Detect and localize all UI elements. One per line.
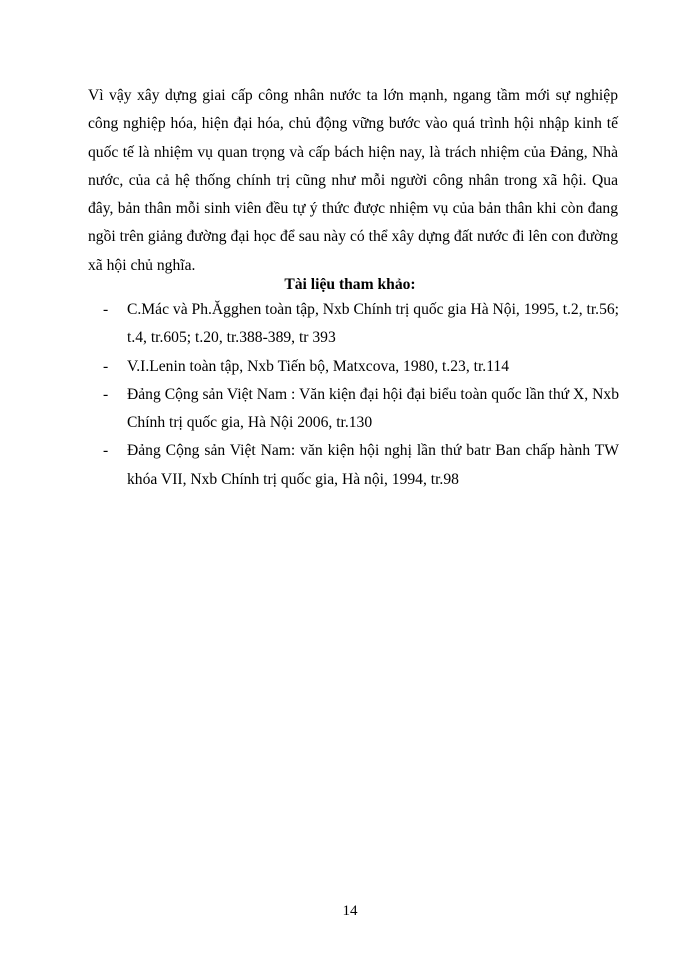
list-bullet: -: [103, 385, 109, 403]
reference-text: V.I.Lenin toàn tập, Nxb Tiến bộ, Matxcova, 1980, t.23, tr.114: [127, 357, 510, 375]
page-number: 14: [342, 903, 358, 919]
reference-text: Đảng Cộng sản Việt Nam : Văn kiện đại hội đại biểu toàn quốc lần thứ X, Nxb Chính trị quốc gia, Hà Nội 2006, tr.130: [127, 385, 619, 432]
list-bullet: -: [103, 301, 109, 318]
reference-item: [103, 353, 619, 381]
conclusion-paragraph: Vì vậy xây dựng giai cấp công nhân nước ta lớn mạnh, ngang tầm mới sự nghiệp công nghiệp hóa, hiện đại hóa, chủ động vững bước vào quá trình hội nhập kinh tế quốc tế là nhiệm vụ quan trọng và cấp bách hiện nay, là trách nhiệm của Đảng, Nhà nước, của cả hệ thống chính trị cũng như mỗi người công nhân trong xã hội. Qua đây, bản thân mỗi sinh viên đều tự ý thức được nhiệm vụ của bản thân khi còn đang ngồi trên giảng đường đại học để sau này có thể xây dựng đất nước đi lên con đường xã hội chủ nghĩa.: [88, 87, 618, 274]
reference-item: [103, 437, 619, 494]
reference-item: [103, 296, 619, 353]
list-bullet: -: [103, 357, 109, 375]
reference-text: Đảng Cộng sản Việt Nam: văn kiện hội nghị lần thứ batr Ban chấp hành TW khóa VII, Nxb Chính trị quốc gia, Hà nội, 1994, tr.98: [127, 442, 619, 488]
reference-item: [103, 381, 619, 438]
reference-text: C.Mác và Ph.Ăgghen toàn tập, Nxb Chính trị quốc gia Hà Nội, 1995, t.2, tr.56; t.4, tr.605; t.20, tr.388-389, tr 393: [127, 301, 620, 347]
references-heading: Tài liệu tham khảo:: [284, 276, 416, 293]
references-list: [103, 296, 619, 494]
list-bullet: -: [103, 442, 109, 460]
